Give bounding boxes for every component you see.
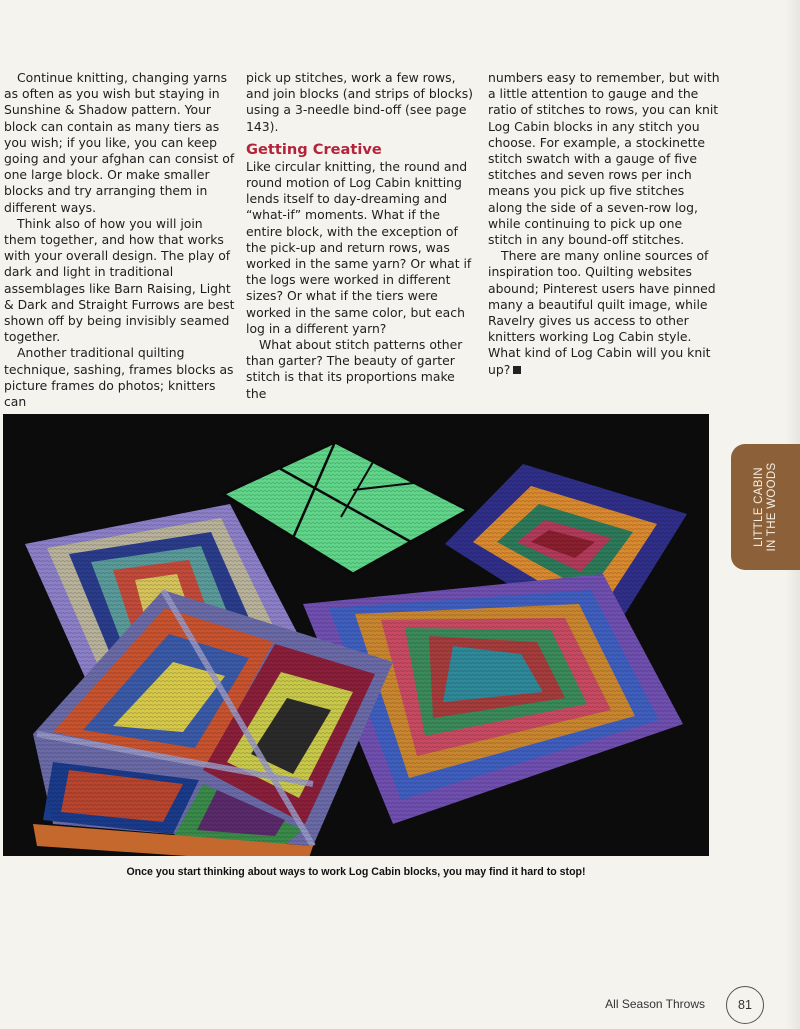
chapter-title [753, 462, 779, 551]
book-title: All Season Throws [605, 997, 705, 1011]
knitted-blocks-illustration [3, 414, 709, 856]
paragraph: Think also of how you will join them together, and how that works with your overall design. The play of dark and light in traditional assemblages like Barn Raising, Light & Dark and Straight Furrows are best shown off by being invisibly seamed together. [4, 215, 235, 345]
chapter-side-tab [731, 444, 800, 570]
chapter-title-line-1: LITTLE CABIN [752, 467, 765, 547]
chapter-title-line-2: IN THE WOODS [765, 462, 778, 552]
paragraph: Like circular knitting, the round and round motion of Log Cabin knitting lends itself to day-dreaming and “what-if” moments. What if the entire block, with the exception of the pick-up and return rows, was worked in the same yarn? Or what if the logs were worked in different sizes? Or what if the tiers were worked in the same color, but each log in a different yarn? [246, 158, 472, 336]
paragraph [488, 248, 720, 378]
section-heading: Getting Creative [246, 140, 382, 158]
text-column-2 [246, 70, 478, 402]
text-column-1 [4, 70, 236, 410]
page-number: 81 [726, 986, 764, 1024]
paragraph: Continue knitting, changing yarns as often as you wish but staying in Sunshine & Shadow pattern. Your block can contain as many tiers as you wish; if you like, you can keep going and your afghan can consist of one large block. Or make smaller blocks and try arranging them in different ways. [4, 70, 235, 215]
paragraph-continued: pick up stitches, work a few rows, and join blocks (and strips of blocks) using a 3-needle bind-off (see page 143). [246, 70, 474, 134]
photo-caption: Once you start thinking about ways to work Log Cabin blocks, you may find it hard to stop! [126, 866, 586, 878]
log-cabin-blocks-photo [3, 414, 709, 856]
paragraph: What about stitch patterns other than garter? The beauty of garter stitch is that its proportions make the [246, 337, 463, 401]
article-body [4, 70, 730, 410]
paragraph: Another traditional quilting technique, sashing, frames blocks as picture frames do photos; knitters can [4, 345, 234, 410]
green-block [223, 442, 468, 574]
end-of-article-icon [513, 366, 521, 374]
paragraph-text: There are many online sources of inspiration too. Quilting websites abound; Pinterest users have pinned many a beautiful quilt image, while Ravelry gives us access to other knitters working Log Cabin style. What kind of Log Cabin will you knit up? [488, 248, 716, 377]
text-column-3 [488, 70, 720, 378]
paragraph-continued: numbers easy to remember, but with a little attention to gauge and the ratio of stitches to rows, you can knit Log Cabin blocks in any stitch you choose. For example, a stockinette stitch swatch with a gauge of five stitches and seven rows per inch means you pick up five stitches along the side of a seven-row log, while continuing to pick up one stitch in any bound-off stitches. [488, 70, 720, 248]
